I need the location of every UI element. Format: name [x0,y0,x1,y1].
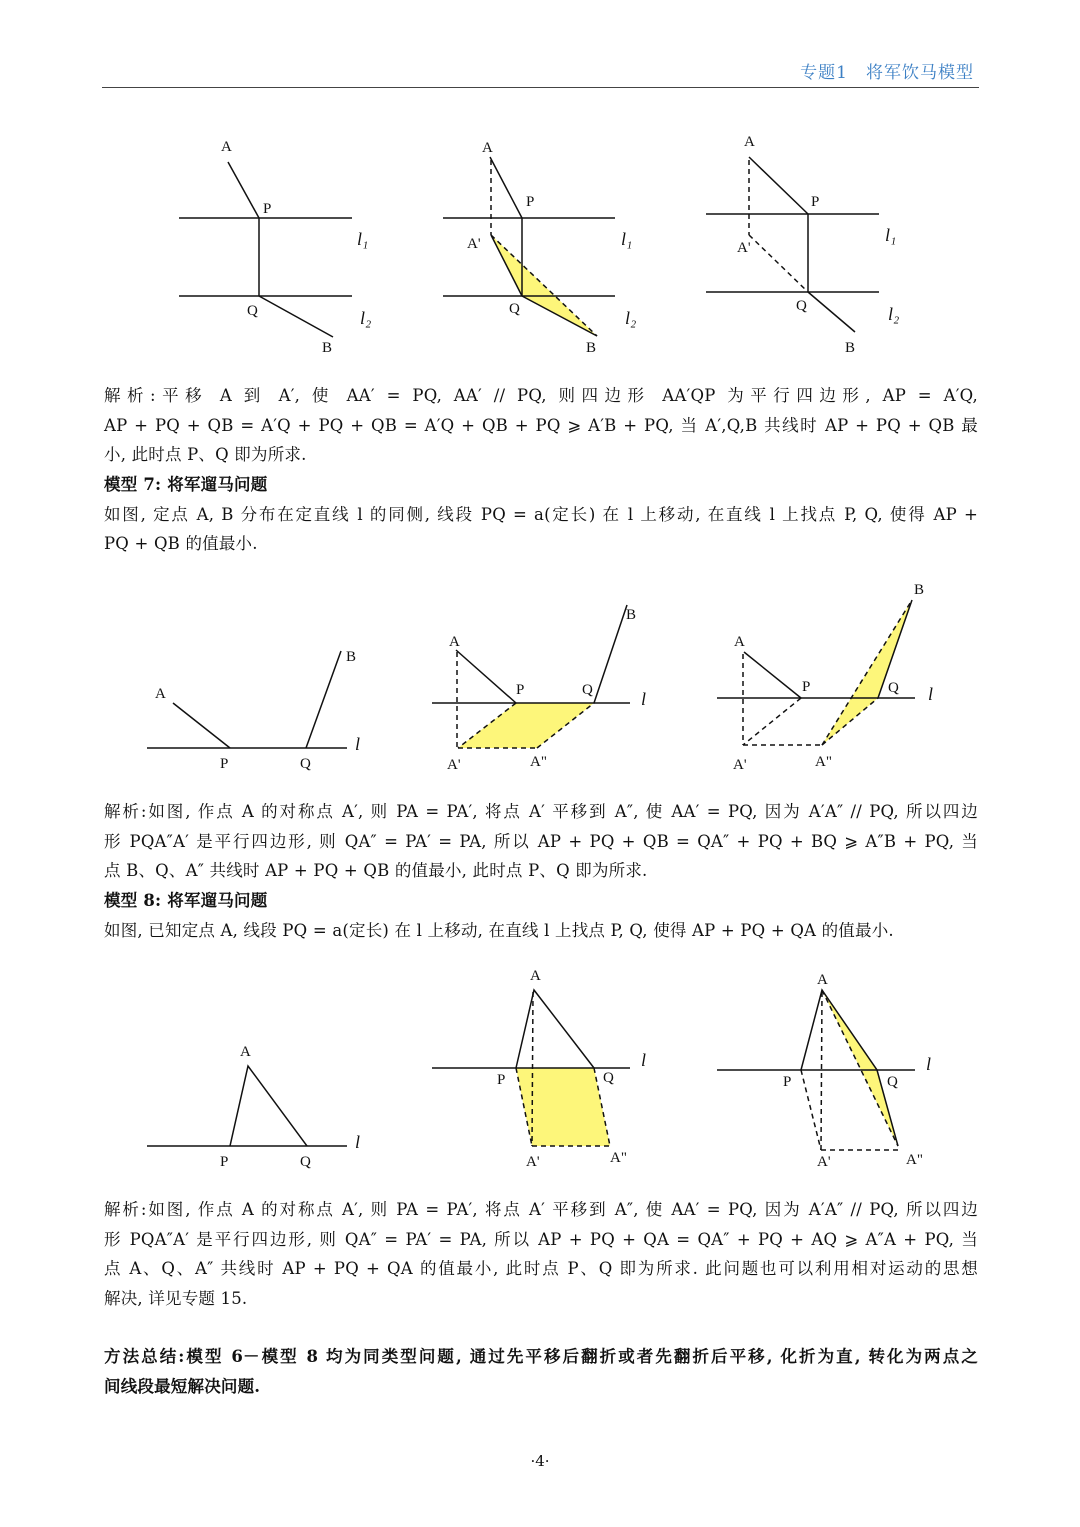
svg-text:A': A' [526,1154,540,1170]
svg-text:l₂: l₂ [625,308,637,328]
model8-figure-3 [717,972,931,1170]
model8-analysis-line: 解析:如图, 作点 A 的对称点 A′, 则 PA = PA′, 将点 A′ 平移到 A″, 使 AA′ = PQ, 因为 A′A″ // PQ, 所以四边 [104,1200,978,1219]
svg-text:l: l [641,689,647,709]
svg-text:A: A [817,972,828,988]
svg-text:l: l [355,734,361,754]
svg-text:Q: Q [509,301,520,317]
svg-text:P: P [263,201,272,217]
svg-text:A": A" [530,754,547,770]
svg-text:Q: Q [300,1154,311,1170]
svg-text:l: l [926,1054,932,1074]
svg-text:P: P [802,679,811,695]
page-number: ·4· [530,1452,550,1470]
svg-text:Q: Q [247,303,258,319]
svg-text:A: A [240,1044,251,1060]
svg-text:l₁: l₁ [885,225,897,245]
model8-title: 模型 8: 将军遛马问题 [104,891,268,910]
svg-text:B: B [586,340,597,356]
svg-text:P: P [811,194,820,210]
svg-text:A': A' [467,236,481,252]
svg-text:B: B [845,340,856,356]
running-header: 专题1 将军饮马模型 [800,63,974,83]
model7-title: 模型 7: 将军遛马问题 [104,475,268,494]
svg-text:A: A [155,686,166,702]
model6-figure-1 [179,139,371,356]
model6-figure-2 [443,140,636,356]
svg-text:A': A' [817,1154,831,1170]
method-summary-line: 方法总结:模型 6－模型 8 均为同类型问题, 通过先平移后翻折或者先翻折后平移, 化折为直, 转化为两点之 [104,1347,978,1366]
svg-text:A: A [530,968,541,984]
model8-figure-1 [147,1044,360,1170]
model6-figure-3 [706,134,899,356]
model7-analysis-line: 点 B、Q、A″ 共线时 AP + PQ + QB 的值最小, 此时点 P、Q 即为所求. [104,861,648,880]
svg-text:Q: Q [887,1074,898,1090]
svg-text:Q: Q [582,682,593,698]
svg-text:A: A [221,139,232,155]
svg-text:B: B [626,607,637,623]
model7-figure-3 [717,582,933,773]
svg-text:P: P [516,682,525,698]
svg-text:B: B [914,582,925,598]
method-summary-line: 间线段最短解决问题. [104,1377,261,1396]
model7-figure-1 [147,649,360,772]
svg-text:A: A [734,634,745,650]
model6-analysis-line: 小, 此时点 P、Q 即为所求. [104,445,307,464]
svg-text:l₁: l₁ [621,229,633,249]
svg-text:A": A" [906,1152,923,1168]
svg-text:A': A' [447,757,461,773]
model7-analysis-line: 解析:如图, 作点 A 的对称点 A′, 则 PA = PA′, 将点 A′ 平移到 A″, 使 AA′ = PQ, 因为 A′A″ // PQ, 所以四边 [104,802,978,821]
svg-text:Q: Q [603,1070,614,1086]
model7-figure-2 [432,605,646,773]
svg-text:B: B [322,340,333,356]
svg-text:Q: Q [300,756,311,772]
model8-analysis-line: 点 A、Q、A″ 共线时 AP + PQ + QA 的值最小, 此时点 P、Q 即为所求. 此问题也可以利用相对运动的思想 [104,1259,978,1278]
model7-analysis-line: 形 PQA″A′ 是平行四边形, 则 QA″ = PA′ = PA, 所以 AP + PQ + QB = QA″ + PQ + BQ ⩾ A″B + PQ, 当 [104,832,978,851]
svg-text:Q: Q [888,680,899,696]
svg-text:A": A" [610,1150,627,1166]
model7-statement-line: 如图, 定点 A, B 分布在定直线 l 的同侧, 线段 PQ = a(定长) 在 l 上移动, 在直线 l 上找点 P, Q, 使得 AP + [104,505,978,524]
svg-text:P: P [526,194,535,210]
svg-text:l₁: l₁ [357,229,369,249]
model8-analysis-line: 形 PQA″A′ 是平行四边形, 则 QA″ = PA′ = PA, 所以 AP + PQ + QA = QA″ + PQ + AQ ⩾ A″A + PQ, 当 [104,1230,978,1249]
model8-analysis-line: 解决, 详见专题 15. [104,1289,248,1308]
model8-figure-2 [432,968,646,1170]
svg-text:P: P [220,756,229,772]
svg-text:P: P [783,1074,792,1090]
svg-text:l: l [928,684,934,704]
svg-text:A': A' [737,240,751,256]
svg-text:P: P [220,1154,229,1170]
svg-text:A': A' [733,757,747,773]
svg-text:l₂: l₂ [360,308,372,328]
model8-statement-line: 如图, 已知定点 A, 线段 PQ = a(定长) 在 l 上移动, 在直线 l 上找点 P, Q, 使得 AP + PQ + QA 的值最小. [104,921,894,940]
svg-text:A": A" [815,754,832,770]
svg-text:A: A [449,634,460,650]
model6-analysis-line: 解析:平移 A 到 A′, 使 AA′ = PQ, AA′ // PQ, 则四边形 AA′QP 为平行四边形, AP = A′Q, [104,386,978,405]
model6-analysis-line: AP + PQ + QB = A′Q + PQ + QB = A′Q + QB + PQ ⩾ A′B + PQ, 当 A′,Q,B 共线时 AP + PQ + QB 最 [104,416,978,435]
model7-statement-line: PQ + QB 的值最小. [104,534,258,553]
svg-text:A: A [744,134,755,150]
svg-text:l: l [355,1132,361,1152]
svg-text:l₂: l₂ [888,304,900,324]
svg-text:Q: Q [796,298,807,314]
svg-text:B: B [346,649,357,665]
svg-text:l: l [641,1050,647,1070]
svg-text:A: A [482,140,493,156]
svg-text:P: P [497,1072,506,1088]
